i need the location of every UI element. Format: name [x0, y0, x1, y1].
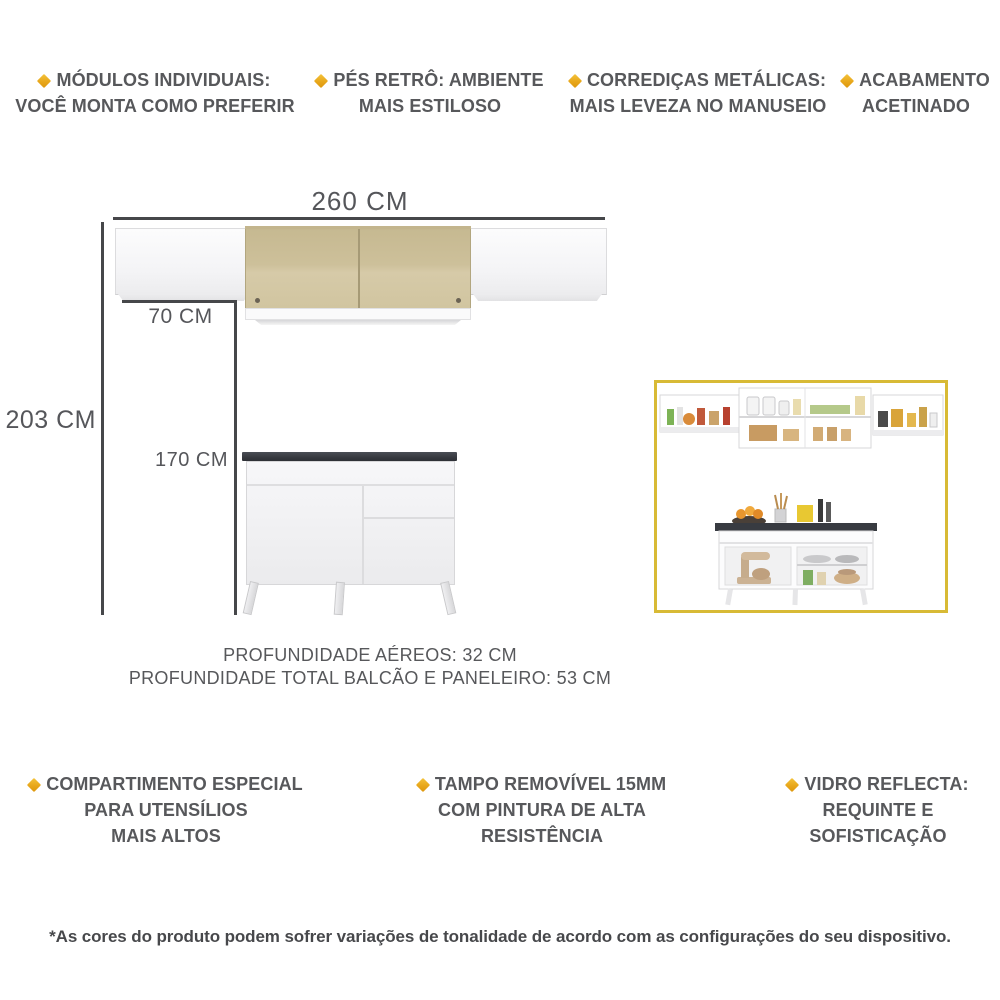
cabinet-leg-middle — [334, 582, 345, 616]
dimension-upper-width-label: 70 CM — [148, 305, 213, 328]
diamond-bullet-icon — [785, 778, 799, 792]
diamond-bullet-icon — [568, 74, 582, 88]
base-cabinet-top-strip — [247, 484, 454, 486]
diamond-bullet-icon — [314, 74, 328, 88]
inset-base-cabinet — [715, 493, 877, 605]
feature-modulos — [5, 67, 305, 119]
feature-line — [392, 771, 692, 797]
feature-line — [728, 771, 1000, 797]
feature-text: SOFISTICAÇÃO — [809, 826, 947, 846]
glass-doors — [245, 229, 471, 308]
feature-text: MAIS ALTOS — [111, 826, 221, 846]
feature-text: VOCÊ MONTA COMO PREFERIR — [15, 96, 295, 116]
counter-top — [242, 452, 457, 461]
dimension-counter-height-label: 170 CM — [154, 449, 228, 471]
feature-text: MÓDULOS INDIVIDUAIS: — [56, 70, 271, 90]
dimension-line-height — [101, 222, 104, 615]
diamond-bullet-icon — [416, 778, 430, 792]
glass-door-knob-left — [255, 298, 260, 303]
feature-text: MAIS ESTILOSO — [358, 96, 502, 116]
glass-cabinet-base — [245, 308, 471, 320]
inset-wall-shelves — [660, 388, 943, 448]
feature-text: PÉS RETRÔ: AMBIENTE — [333, 70, 544, 90]
depth-note-total: PROFUNDIDADE TOTAL BALCÃO E PANELEIRO: 53 CM — [128, 668, 612, 688]
feature-text: MAIS LEVEZA NO MANUSEIO — [569, 96, 827, 116]
feature-line — [766, 67, 1000, 93]
glass-wall-cabinet — [245, 226, 471, 325]
wall-cabinet-right — [470, 228, 607, 295]
base-cabinet-divider — [362, 486, 364, 584]
glass-door-divider — [358, 229, 360, 308]
feature-text: VIDRO REFLECTA: — [804, 774, 969, 794]
feature-text: TAMPO REMOVÍVEL 15MM — [434, 774, 667, 794]
cabinet-leg-right — [440, 581, 456, 615]
base-cabinet — [246, 461, 455, 585]
feature-text: PARA UTENSÍLIOS — [84, 800, 248, 820]
dimension-line-counter-height — [234, 303, 237, 615]
diamond-bullet-icon — [840, 74, 854, 88]
wall-cabinet-right-bottom — [473, 294, 602, 301]
feature-text: ACABAMENTO — [859, 70, 990, 90]
feature-line — [16, 771, 316, 797]
wall-cabinet-left — [115, 228, 254, 295]
feature-line — [305, 67, 555, 93]
feature-text: COM PINTURA DE ALTA — [438, 800, 646, 820]
cabinet-leg-left — [243, 581, 259, 615]
base-cabinet-drawer-line — [364, 517, 454, 519]
feature-tampo — [392, 771, 692, 849]
feature-acabamento — [766, 67, 1000, 119]
inset-photo-frame — [654, 380, 948, 613]
dimension-total-width-label: 260 CM — [311, 186, 409, 216]
feature-text: REQUINTE E — [822, 800, 934, 820]
depth-note-aereos: PROFUNDIDADE AÉREOS: 32 CM — [223, 645, 517, 665]
inset-product-photo — [657, 383, 945, 610]
diamond-bullet-icon — [27, 778, 41, 792]
feature-line — [5, 67, 305, 93]
feature-text: CORREDIÇAS METÁLICAS: — [586, 70, 827, 90]
diamond-bullet-icon — [37, 74, 51, 88]
feature-text: RESISTÊNCIA — [480, 826, 604, 846]
feature-compartimento — [16, 771, 316, 849]
glass-cabinet-shadow — [255, 320, 461, 325]
glass-door-knob-right — [456, 298, 461, 303]
depth-notes — [70, 644, 670, 690]
dimension-line-upper-width — [122, 300, 237, 303]
feature-pes-retro — [305, 67, 555, 119]
feature-text: ACETINADO — [862, 96, 970, 116]
dimension-total-height-label: 203 CM — [5, 406, 96, 434]
feature-vidro — [728, 771, 1000, 849]
color-disclaimer: *As cores do produto podem sofrer variações de tonalidade de acordo com as configurações do seu dispositivo. — [49, 927, 951, 946]
dimension-line-width — [113, 217, 605, 220]
feature-text: COMPARTIMENTO ESPECIAL — [46, 774, 303, 794]
